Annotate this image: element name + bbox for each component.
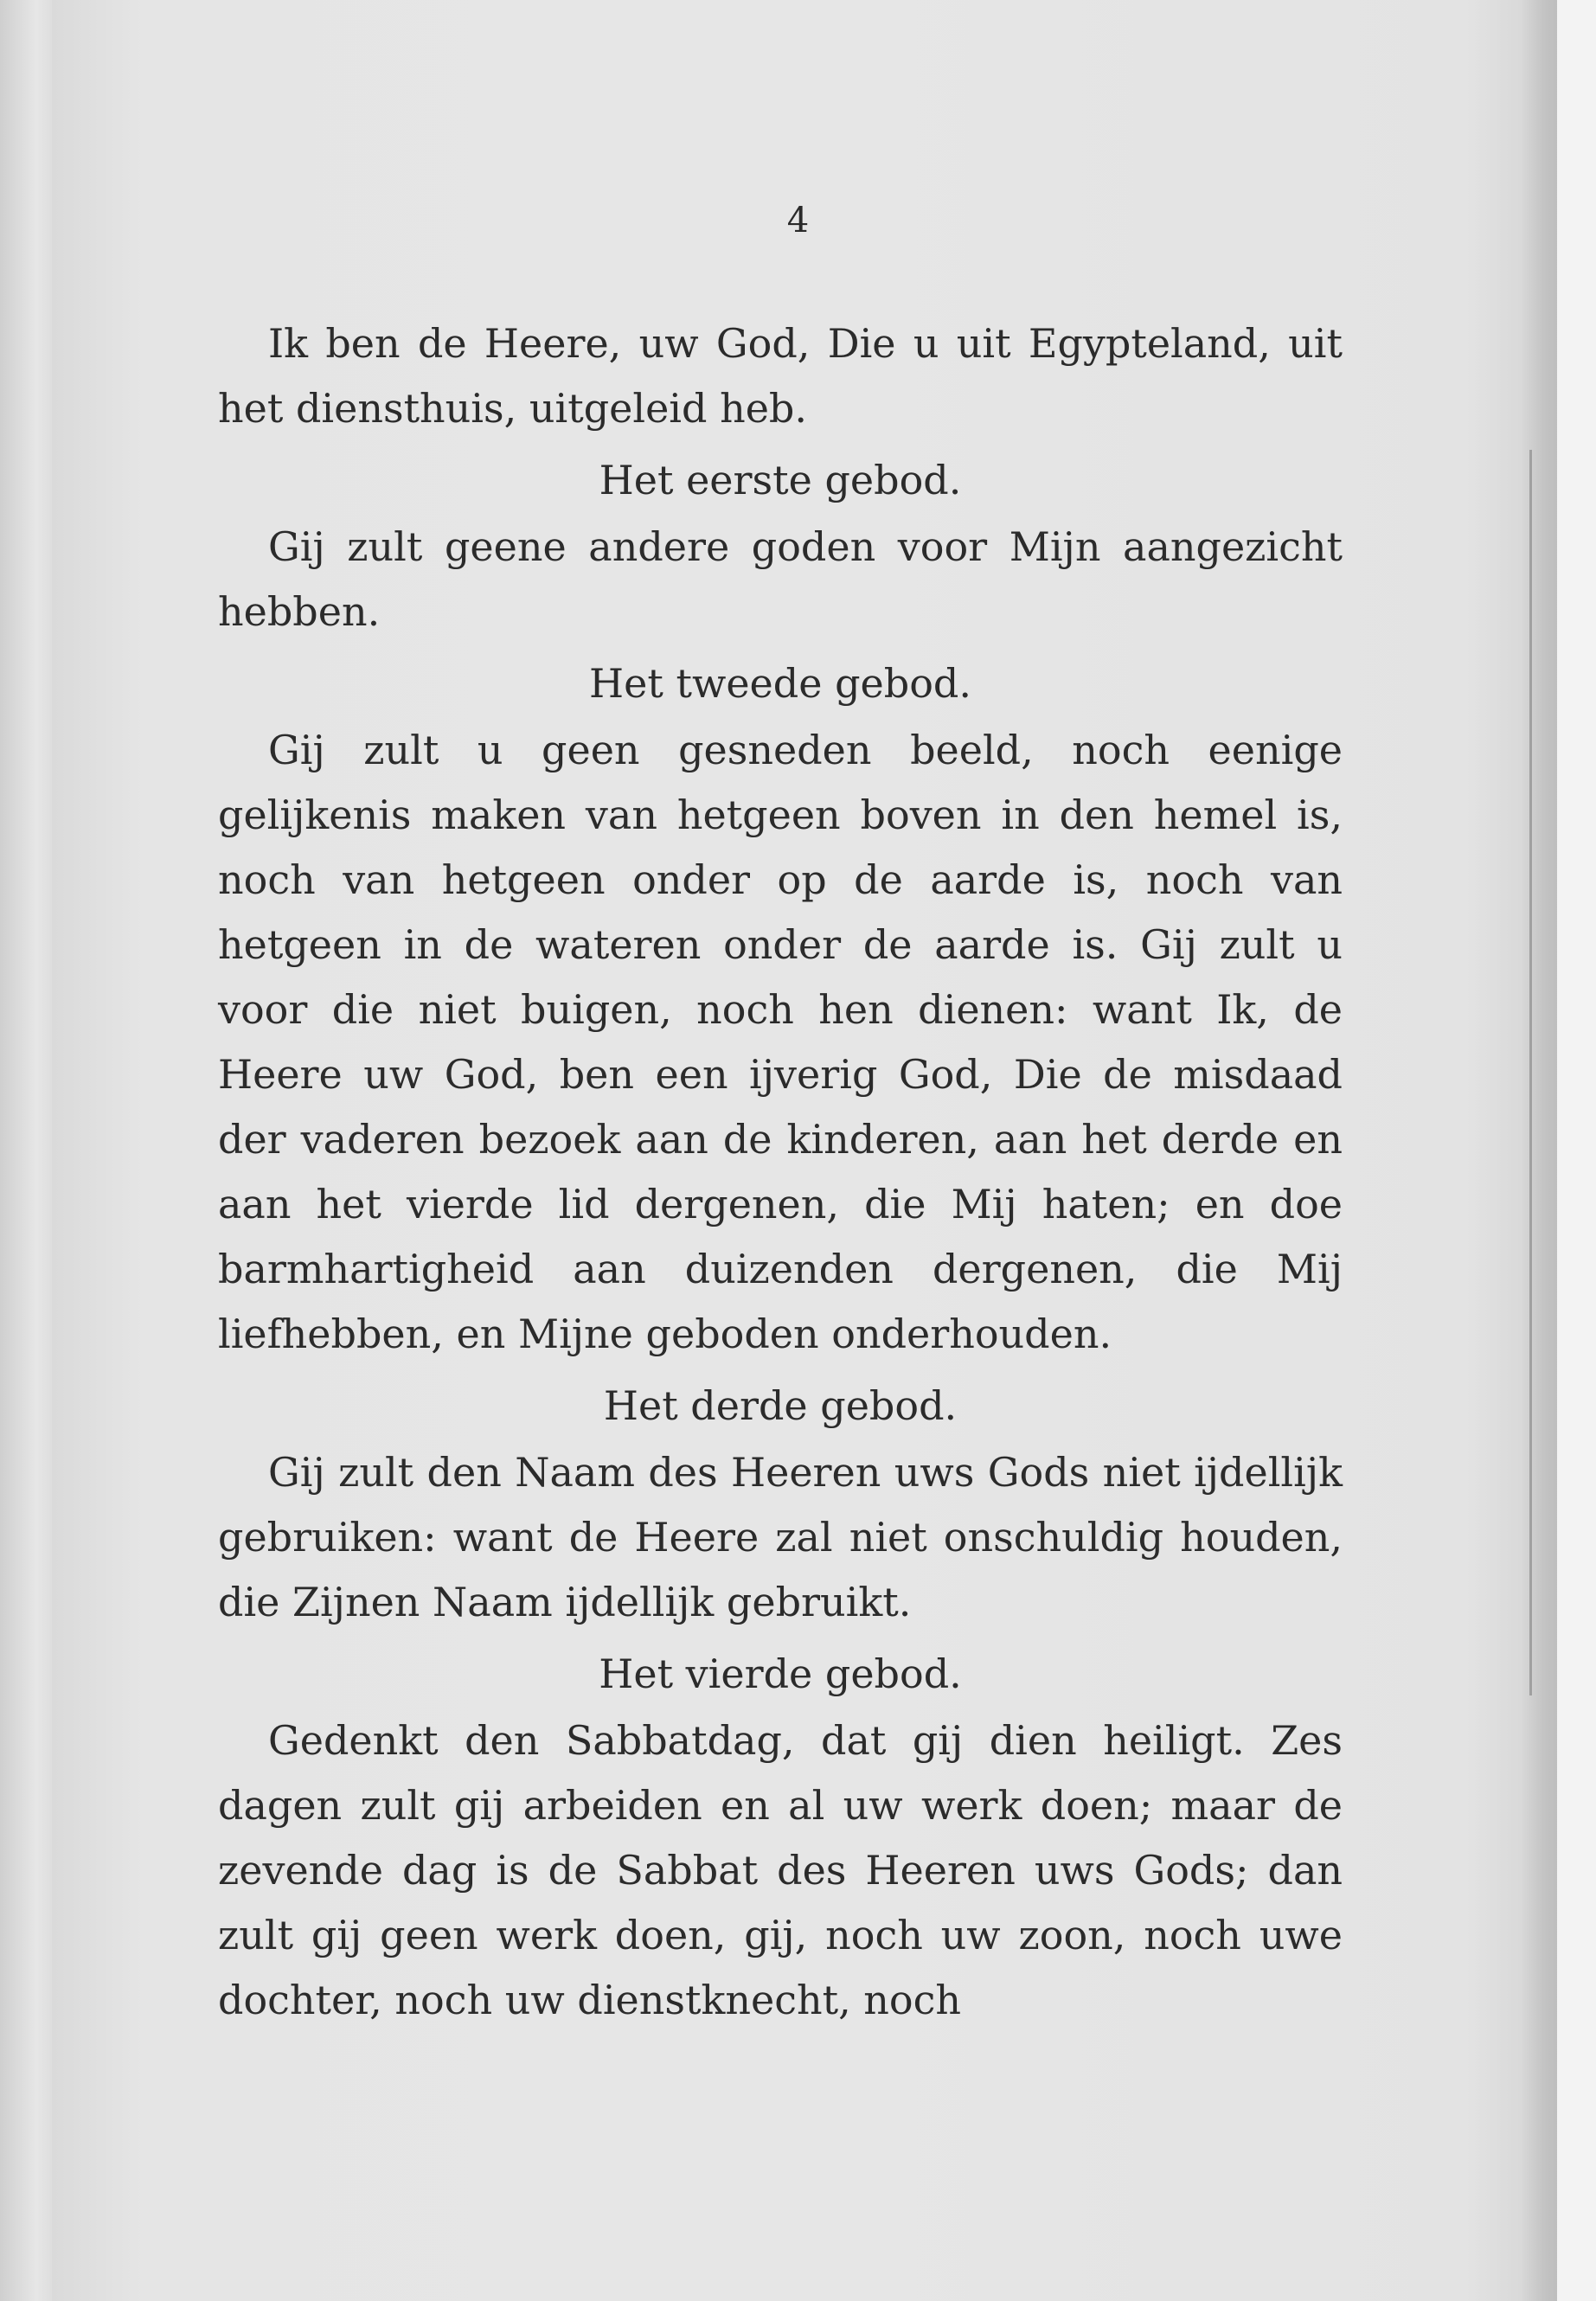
- scan-left-margin: [0, 0, 52, 2301]
- commandment-2-heading: Het tweede gebod.: [589, 660, 971, 707]
- commandment-3-heading: Het derde gebod.: [603, 1382, 958, 1429]
- commandment-1-text: Gij zult geene andere goden voor Mijn aangezicht hebben.: [218, 523, 1343, 635]
- commandment-4-heading: Het vierde gebod.: [599, 1650, 962, 1697]
- page-number: 4: [786, 201, 810, 240]
- commandment-3-text: Gij zult den Naam des Heeren uws Gods niet ijdellijk gebruiken: want de Heere zal niet onschuldig houden, die Zijnen Naam ijdellijk gebruikt.: [218, 1449, 1343, 1625]
- commandment-1-heading: Het eerste gebod.: [599, 457, 962, 503]
- scan-right-margin: [1557, 0, 1596, 2301]
- commandment-2-text: Gij zult u geen gesneden beeld, noch eenige gelijkenis maken van hetgeen boven in den hemel is, noch van hetgeen onder op de aarde is, noch van hetgeen in de wateren onder de aarde is. Gij zult u voor die niet buigen, noch hen dienen: want Ik, de Heere uw God, ben een ijverig God, Die de misdaad der vaderen bezoek aan de kinderen, aan het derde en aan het vierde lid dergenen, die Mij haten; en doe barmhartigheid aan duizenden dergenen, die Mij liefhebben, en Mijne geboden onderhouden.: [218, 727, 1343, 1357]
- commandment-4-text: Gedenkt den Sabbatdag, dat gij dien heiligt. Zes dagen zult gij arbeiden en al uw werk doen; maar de zevende dag is de Sabbat des Heeren uws Gods; dan zult gij geen werk doen, gij, noch uw zoon, noch uwe dochter, noch uw dienstknecht, noch: [218, 1717, 1343, 2023]
- page-body: [218, 311, 1343, 2033]
- page-fore-edge: [1522, 0, 1557, 2301]
- intro-paragraph: Ik ben de Heere, uw God, Die u uit Egypteland, uit het diensthuis, uitgeleid heb.: [218, 320, 1343, 432]
- page-edge-shadow: [1529, 450, 1532, 1695]
